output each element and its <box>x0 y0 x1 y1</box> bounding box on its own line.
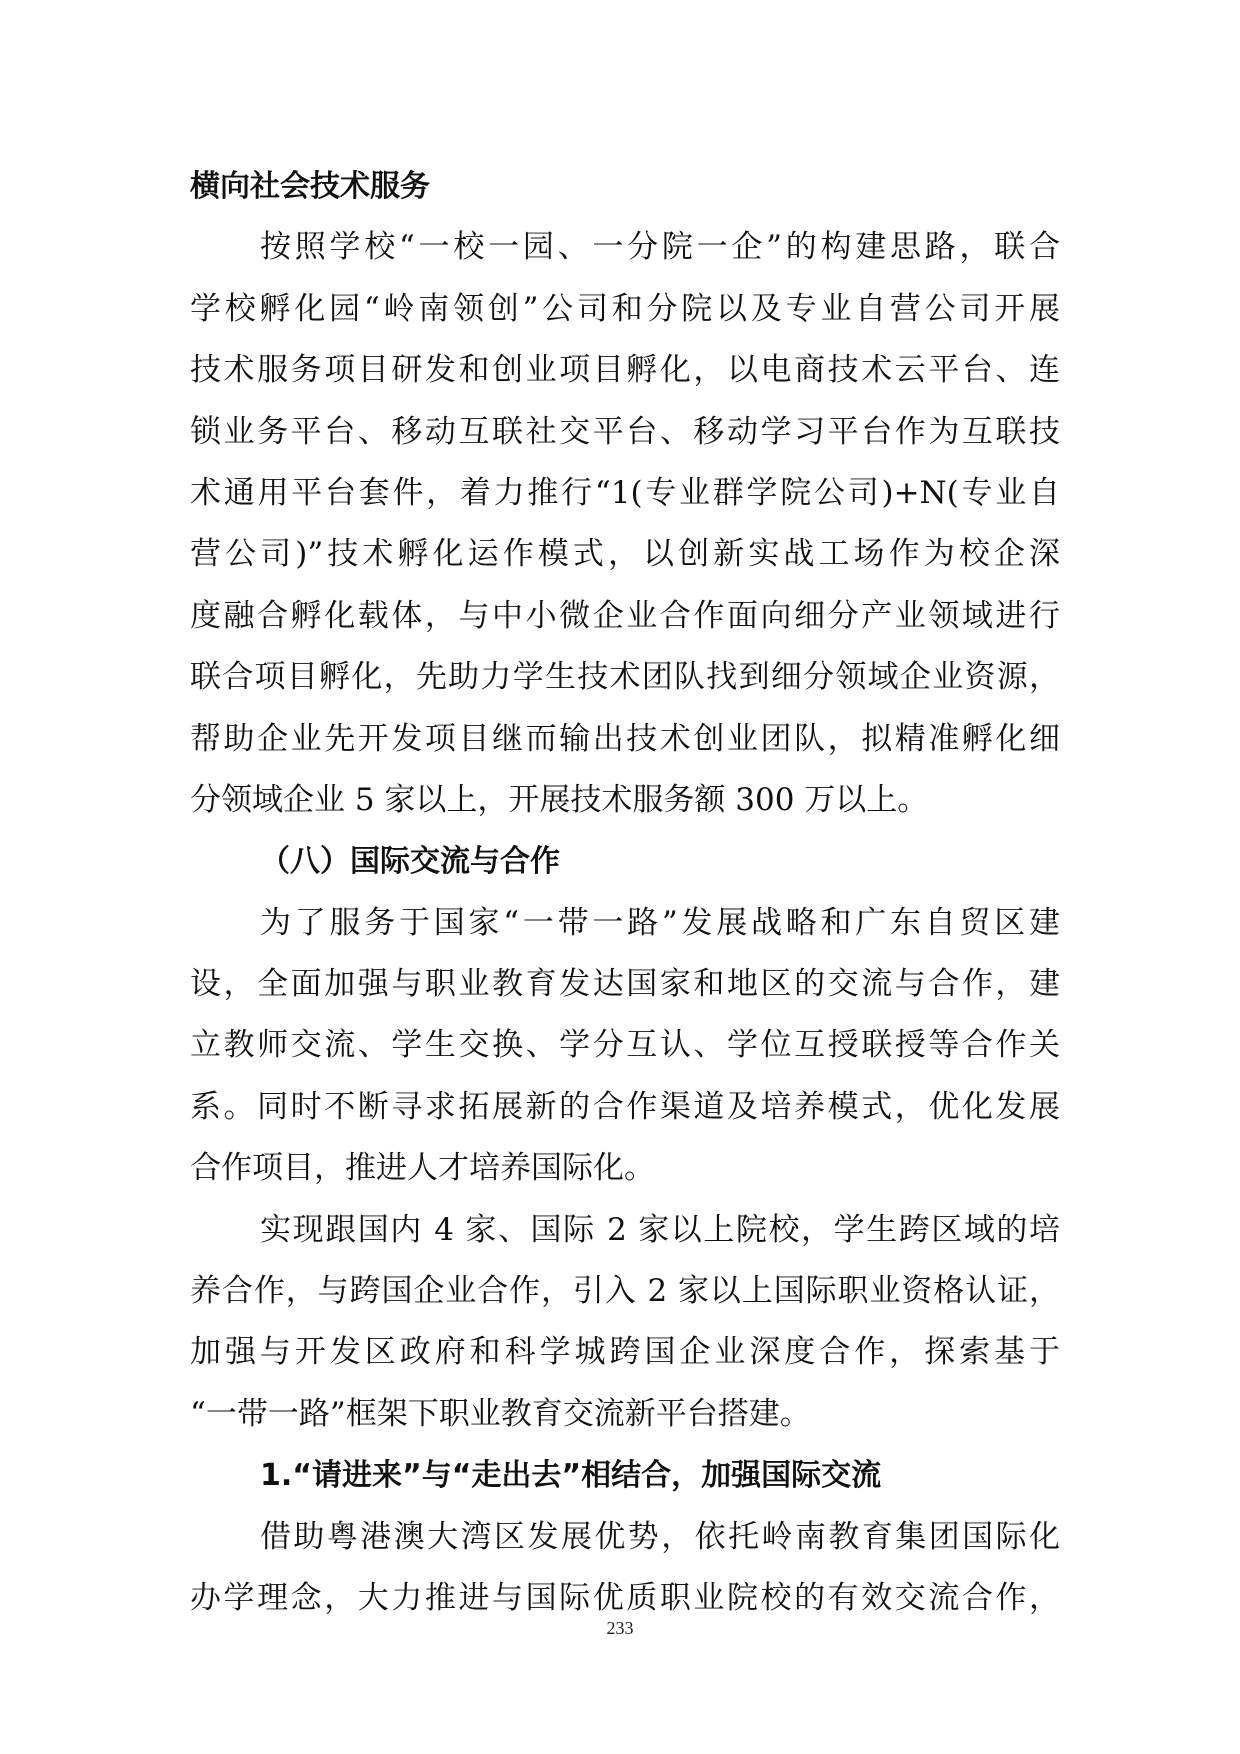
paragraph-line: 合作项目，推进人才培养国际化。 <box>190 1150 655 1187</box>
paragraph-line: 度融合孵化载体，与中小微企业合作面向细分产业领域进行 <box>190 597 1060 634</box>
paragraph-line: 为了服务于国家“一带一路”发展战略和广东自贸区建 <box>260 904 1060 941</box>
paragraph-line: 借助粤港澳大湾区发展优势，依托岭南教育集团国际化 <box>260 1518 1060 1555</box>
paragraph-line: 分领域企业 5 家以上，开展技术服务额 300 万以上。 <box>190 781 929 818</box>
paragraph-line: 设，全面加强与职业教育发达国家和地区的交流与合作，建 <box>190 966 1060 1003</box>
paragraph-line: 实现跟国内 4 家、国际 2 家以上院校，学生跨区域的培 <box>260 1211 1060 1248</box>
paragraph-line: “一带一路”框架下职业教育交流新平台搭建。 <box>190 1395 811 1432</box>
paragraph-line: 按照学校“一校一园、一分院一企”的构建思路，联合 <box>260 229 1060 266</box>
paragraph-line: 加强与开发区政府和科学城跨国企业深度合作，探索基于 <box>190 1334 1060 1371</box>
paragraph-line: 养合作，与跨国企业合作，引入 2 家以上国际职业资格认证， <box>190 1273 1060 1310</box>
paragraph-line: 技术服务项目研发和创业项目孵化，以电商技术云平台、连 <box>190 352 1060 389</box>
paragraph-line: 锁业务平台、移动互联社交平台、移动学习平台作为互联技 <box>190 413 1060 450</box>
paragraph-line: 联合项目孵化，先助力学生技术团队找到细分领域企业资源， <box>190 659 1060 696</box>
section-title-technical-services: 横向社会技术服务 <box>190 169 430 204</box>
paragraph-line: 帮助企业先开发项目继而输出技术创业团队，拟精准孵化细 <box>190 720 1060 757</box>
section-heading-international: （八）国际交流与合作 <box>260 844 560 880</box>
paragraph-line: 营公司)”技术孵化运作模式，以创新实战工场作为校企深 <box>190 536 1060 573</box>
paragraph-line: 立教师交流、学生交换、学分互认、学位互授联授等合作关 <box>190 1027 1060 1064</box>
paragraph-line: 术通用平台套件，着力推行“1(专业群学院公司)+N(专业自 <box>190 474 1060 511</box>
page-number: 233 <box>606 1618 634 1638</box>
page-content <box>190 156 1060 1629</box>
subsection-heading-exchange: 1.“请进来”与“走出去”相结合，加强国际交流 <box>260 1458 882 1494</box>
paragraph-line: 办学理念，大力推进与国际优质职业院校的有效交流合作， <box>190 1579 1060 1616</box>
paragraph-line: 学校孵化园“岭南领创”公司和分院以及专业自营公司开展 <box>190 290 1060 327</box>
paragraph-line: 系。同时不断寻求拓展新的合作渠道及培养模式，优化发展 <box>190 1088 1060 1125</box>
